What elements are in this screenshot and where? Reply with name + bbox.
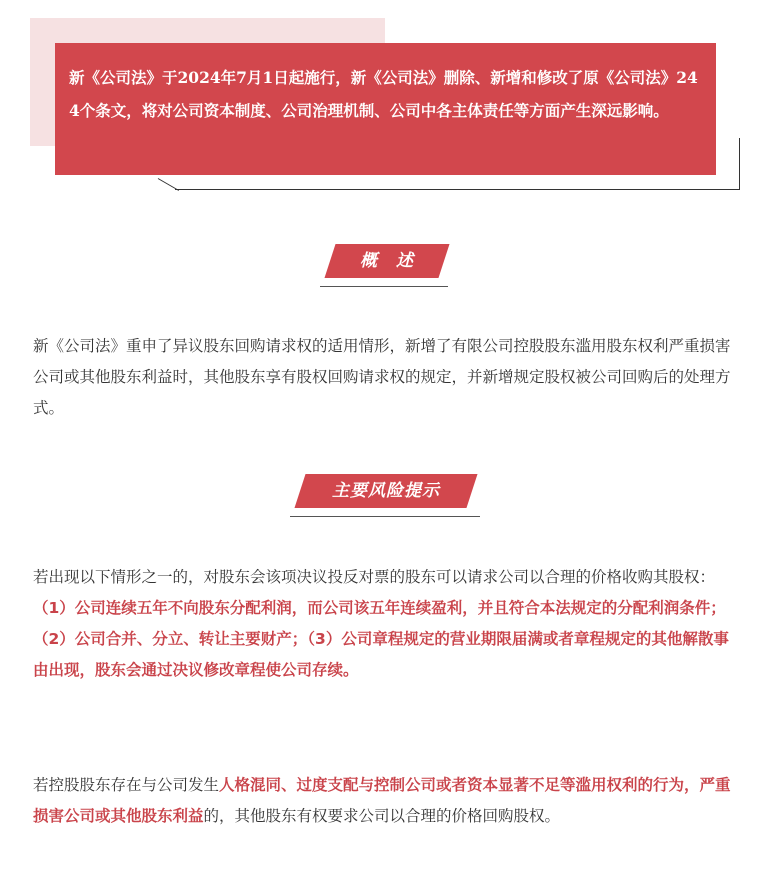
section-heading-risk <box>0 474 770 518</box>
intro-summary-text: 新《公司法》于2024年7月1日起施行，新《公司法》删除、新增和修改了原《公司法》244个条文，将对公司资本制度、公司治理机制、公司中各主体责任等方面产生深远影响。 <box>69 68 698 120</box>
risk-p2-tail-text: 的，其他股东有权要求公司以合理的价格回购股权。 <box>203 807 561 825</box>
overview-paragraph <box>33 331 741 424</box>
heading-underline <box>320 286 448 287</box>
intro-frame-horizontal-line <box>175 189 740 190</box>
risk-p1-lead-text: 若出现以下情形之一的，对股东会该项决议投反对票的股东可以请求公司以合理的价格收购其股权： <box>33 568 716 586</box>
risk-paragraph-2 <box>33 770 741 832</box>
intro-summary-box <box>55 43 716 175</box>
heading-underline <box>290 516 480 517</box>
risk-p1-highlight-text: （1）公司连续五年不向股东分配利润，而公司该五年连续盈利，并且符合本法规定的分配利润条件；（2）公司合并、分立、转让主要财产；（3）公司章程规定的营业期限届满或者章程规定的其他解散事由出现，股东会通过决议修改章程使公司存续。 <box>33 599 729 679</box>
risk-p2-highlight-text: 人格混同、过度支配与控制公司或者资本显著不足等滥用权利的行为，严重损害公司或其他股东利益 <box>33 776 731 825</box>
section-heading-overview <box>0 244 770 288</box>
heading-title-risk: 主要风险提示 <box>332 481 440 501</box>
intro-frame-diagonal-line <box>158 178 179 191</box>
heading-title-overview: 概 述 <box>360 251 414 271</box>
risk-p2-lead-text: 若控股股东存在与公司发生 <box>33 776 220 794</box>
risk-paragraph-1 <box>33 562 741 686</box>
intro-frame-vertical-line <box>739 138 740 190</box>
overview-text: 新《公司法》重申了异议股东回购请求权的适用情形，新增了有限公司控股股东滥用股东权利严重损害公司或其他股东利益时，其他股东享有股权回购请求权的规定，并新增规定股权被公司回购后的处理方式。 <box>33 337 731 417</box>
